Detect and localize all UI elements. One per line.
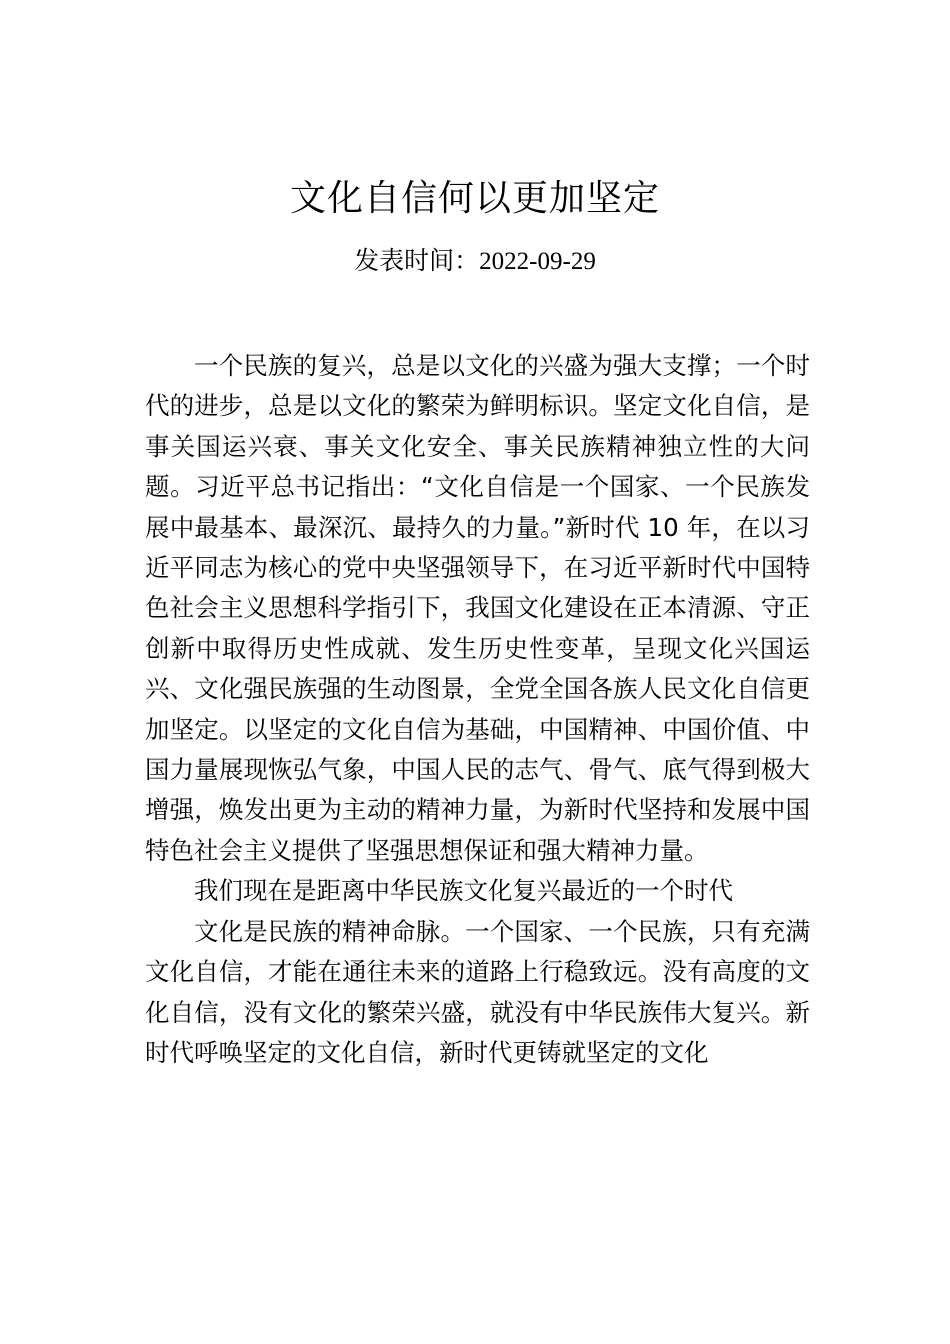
section-heading: 我们现在是距离中华民族文化复兴最近的一个时代 — [194, 876, 733, 906]
body-paragraph: 一个民族的复兴，总是以文化的兴盛为强大支撑；一个时代的进步，总是以文化的繁荣为鲜明标识。坚定文化自信，是事关国运兴衰、事关文化安全、事关民族精神独立性的大问题。习近平总书记指出：“文化自信是一个国家、一个民族发展中最基本、最深沉、最持久的力量。”新时代 10 年，在以习近平同志为核心的党中央坚强领导下，在习近平新时代中国特色社会主义思想科学指引下，我国文化建设在正本清源、守正创新中取得历史性成就、发生历史性变革，呈现文化兴国运兴、文化强民族强的生动图景，全党全国各族人民文化自信更加坚定。以坚定的文化自信为基础，中国精神、中国价值、中国力量展现恢弘气象，中国人民的志气、骨气、底气得到极大增强，焕发出更为主动的精神力量，为新时代坚持和发展中国特色社会主义提供了坚强思想保证和强大精神力量。 — [145, 351, 810, 865]
article-body — [145, 346, 810, 1073]
publish-date-value: 2022-09-29 — [479, 248, 596, 275]
publish-date-line — [0, 243, 950, 280]
article-title: 文化自信何以更加坚定 — [289, 178, 660, 219]
publish-date-label: 发表时间： — [354, 246, 480, 275]
body-paragraph: 文化是民族的精神命脉。一个国家、一个民族，只有充满文化自信，才能在通往未来的道路上行稳致远。没有高度的文化自信，没有文化的繁荣兴盛，就没有中华民族伟大复兴。新时代呼唤坚定的文化自信，新时代更铸就坚定的文化 — [145, 916, 810, 1067]
